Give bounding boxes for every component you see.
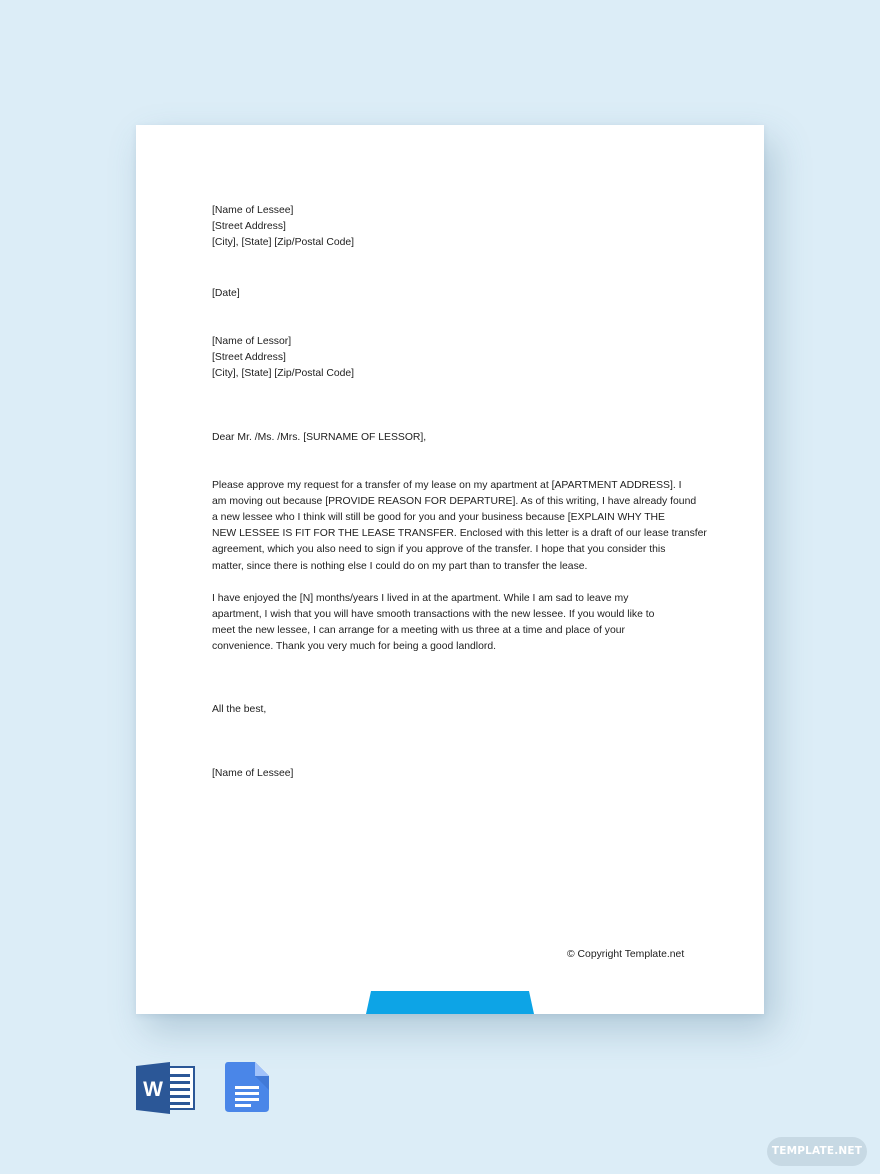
closing: All the best, xyxy=(212,703,267,715)
paragraph-line: convenience. Thank you very much for being a good landlord. xyxy=(212,641,496,653)
paragraph-line: am moving out because [PROVIDE REASON FOR DEPARTURE]. As of this writing, I have already found xyxy=(212,495,697,507)
letter-body xyxy=(212,203,707,782)
accent-tab xyxy=(366,991,534,1014)
word-letter: W xyxy=(143,1078,163,1101)
recipient-street: [Street Address] xyxy=(212,352,286,364)
signature-name: [Name of Lessee] xyxy=(212,767,294,779)
paragraph-1 xyxy=(212,478,707,575)
paragraph-2 xyxy=(212,591,692,656)
paragraph-line: I have enjoyed the [N] months/years I lived in at the apartment. While I am sad to leave my xyxy=(212,592,629,604)
paragraph-line: a new lessee who I think will still be good for you and your business because [EXPLAIN WHY THE xyxy=(212,512,665,524)
salutation: Dear Mr. /Ms. /Mrs. [SURNAME OF LESSOR], xyxy=(212,432,427,444)
paragraph-line: agreement, which you also need to sign if you approve of the transfer. I hope that you consider this xyxy=(212,544,666,556)
document-page xyxy=(136,125,764,1014)
google-docs-icon[interactable] xyxy=(225,1062,269,1112)
letter-date: [Date] xyxy=(212,287,240,299)
copyright-notice: © Copyright Template.net xyxy=(567,949,685,960)
microsoft-word-icon[interactable] xyxy=(136,1062,196,1114)
paragraph-line: apartment, I wish that you will have smooth transactions with the new lessee. If you would like to xyxy=(212,609,655,621)
sender-city-line: [City], [State] [Zip/Postal Code] xyxy=(212,237,355,249)
paragraph-line: matter, since there is nothing else I could do on my part than to transfer the lease. xyxy=(212,560,588,572)
recipient-block xyxy=(212,334,692,383)
recipient-city-line: [City], [State] [Zip/Postal Code] xyxy=(212,368,355,380)
sender-name: [Name of Lessee] xyxy=(212,205,294,216)
paragraph-line: meet the new lessee, I can arrange for a meeting with us three at a time and place of your xyxy=(212,625,625,637)
sender-street: [Street Address] xyxy=(212,221,286,233)
recipient-name: [Name of Lessor] xyxy=(212,335,292,347)
paragraph-line: NEW LESSEE IS FIT FOR THE LEASE TRANSFER. Enclosed with this letter is a draft of our lease transfer xyxy=(212,528,707,540)
sender-block xyxy=(212,203,692,252)
paragraph-line: Please approve my request for a transfer of my lease on my apartment at [APARTMENT ADDRESS]. I xyxy=(212,479,682,491)
template-net-badge[interactable]: TEMPLATE.NET xyxy=(767,1137,867,1166)
